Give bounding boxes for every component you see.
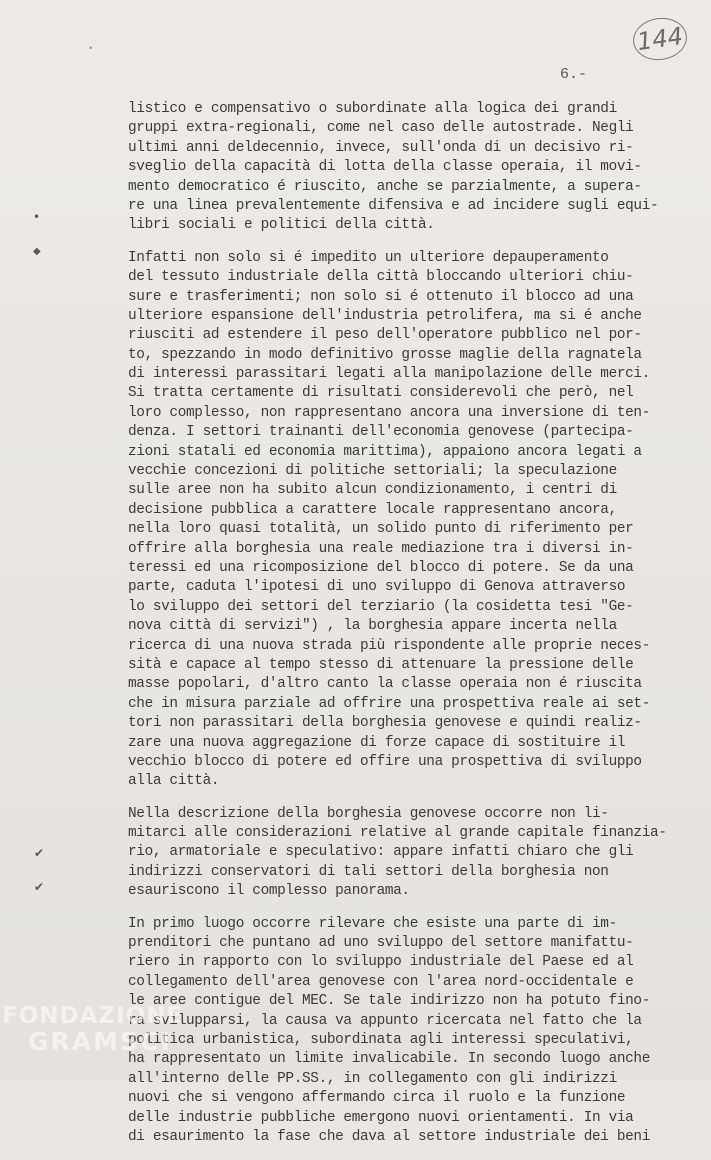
fondazione-gramsci-watermark <box>2 1003 183 1055</box>
text-line: nuovi che si vengono affermando circa il ruolo e la funzione <box>128 1090 626 1107</box>
text-line: zare una nuova aggregazione di forze capace di sostituire il <box>128 734 626 751</box>
text-line: ha rappresentato un limite invalicabile. In secondo luogo anche <box>128 1051 651 1068</box>
text-line: vecchie concezioni di politiche settoriali; la speculazione <box>128 463 617 480</box>
text-line: offrire alla borghesia una reale mediazione tra i diversi in- <box>128 540 634 557</box>
paragraph <box>128 100 673 236</box>
margin-mark: ◆ <box>33 246 41 257</box>
text-line: vecchio blocco di potere ed offire una prospettiva di sviluppo <box>128 753 642 770</box>
text-line: tori non parassitari della borghesia genovese e quindi realiz- <box>128 715 642 732</box>
typewritten-body <box>128 100 673 1160</box>
paragraph <box>128 249 673 792</box>
text-line: ricerca di una nuova strada più rispondente alle proprie neces- <box>128 637 651 654</box>
text-line: ra svilupparsi, la causa va appunto ricercata nel fatto che la <box>128 1012 642 1029</box>
text-line: teressi ed una ricomposizione del blocco di potere. Se da una <box>128 559 634 576</box>
text-line: le aree contigue del MEC. Se tale indirizzo non ha potuto fino- <box>128 993 651 1010</box>
text-line: denza. I settori trainanti dell'economia genovese (partecipa- <box>128 424 634 441</box>
text-line: sveglio della capacità di lotta della classe operaia, il movi- <box>128 159 642 176</box>
text-line: nova città di servizi") , la borghesia appare incerta nella <box>128 618 617 635</box>
text-line: to, spezzando in modo definitivo grosse maglie della ragnatela <box>128 346 642 363</box>
text-line: ulteriore espansione dell'industria petrolifera, ma si é anche <box>128 307 642 324</box>
text-line: delle industrie pubbliche emergono nuovi orientamenti. In via <box>128 1109 634 1126</box>
text-line: del tessuto industriale della città bloccando ulteriori chiu- <box>128 269 634 286</box>
text-line: riusciti ad estendere il peso dell'operatore pubblico nel por- <box>128 327 642 344</box>
text-line: decisione pubblica a carattere locale rappresentano ancora, <box>128 501 617 518</box>
text-line: masse popolari, d'altro canto la classe operaia non é riuscita <box>128 676 642 693</box>
text-line: nella loro quasi totalità, un solido punto di riferimento per <box>128 521 634 538</box>
text-line: mitarci alle considerazioni relative al grande capitale finanzia- <box>128 825 667 842</box>
text-line: mento democratico é riuscito, anche se parzialmente, a supera- <box>128 178 642 195</box>
text-line: re una linea prevalentemente difensiva e ad incidere sugli equi- <box>128 197 659 214</box>
text-line: rio, armatoriale e speculativo: appare infatti chiaro che gli <box>128 844 634 861</box>
watermark-line-1: FONDAZIONE <box>2 1003 184 1029</box>
margin-mark: • <box>88 44 94 54</box>
text-line: listico e compensativo o subordinate alla logica dei grandi <box>128 101 617 117</box>
text-line: riero in rapporto con lo sviluppo industriale del Paese ed al <box>128 954 634 971</box>
text-line: all'interno delle PP.SS., in collegamento con gli indirizzi <box>128 1070 617 1087</box>
text-line: politica urbanistica, subordinata agli interessi speculativi, <box>128 1031 634 1048</box>
text-line: Infatti non solo si é impedito un ulteriore depauperamento <box>128 249 609 266</box>
text-line: libri sociali e politici della città. <box>128 217 435 234</box>
text-line: loro complesso, non rappresentano ancora una inversione di ten- <box>128 404 651 421</box>
archive-stamp-number: 144 <box>635 21 685 57</box>
paragraph <box>128 915 673 1148</box>
page-number: 6.- <box>560 66 588 83</box>
text-line: esauriscono il complesso panorama. <box>128 883 410 900</box>
margin-mark: ✔ <box>34 846 45 860</box>
archive-stamp <box>630 14 689 63</box>
text-line: gruppi extra-regionali, come nel caso delle autostrade. Negli <box>128 120 634 137</box>
text-line: sità e capace al tempo stesso di attenuare la pressione delle <box>128 656 634 673</box>
text-line: di interessi parassitari legati alla manipolazione delle merci. <box>128 366 651 383</box>
watermark-line-2: GRAMSCI <box>28 1027 172 1056</box>
text-line: lo sviluppo dei settori del terziario (la cosidetta tesi "Ge- <box>128 598 634 615</box>
text-line: alla città. <box>128 773 220 790</box>
text-line: ultimi anni deldecennio, invece, sull'onda di un decisivo ri- <box>128 139 634 156</box>
paragraph <box>128 805 673 902</box>
margin-mark: ✔ <box>34 880 45 894</box>
text-line: parte, caduta l'ipotesi di uno sviluppo di Genova attraverso <box>128 579 626 596</box>
text-line: prenditori che puntano ad uno sviluppo del settore manifattu- <box>128 935 634 952</box>
text-line: sure e trasferimenti; non solo si é ottenuto il blocco ad una <box>128 288 634 305</box>
text-line: collegamento dell'area genovese con l'area nord-occidentale e <box>128 973 634 990</box>
text-line: Nella descrizione della borghesia genovese occorre non li- <box>128 805 609 822</box>
text-line: zioni statali ed economia marittima), appaiono ancora legati a <box>128 443 642 460</box>
text-line: Si tratta certamente di risultati considerevoli che però, nel <box>128 385 634 402</box>
text-line: di esaurimento la fase che dava al settore industriale dei beni <box>128 1128 651 1145</box>
margin-mark: • <box>33 210 41 224</box>
text-line: che in misura parziale ad offrire una prospettiva reale ai set- <box>128 695 651 712</box>
text-line: In primo luogo occorre rilevare che esiste una parte di im- <box>128 915 617 932</box>
text-line: sulle aree non ha subito alcun condizionamento, i centri di <box>128 482 617 499</box>
text-line: indirizzi conservatori di tali settori della borghesia non <box>128 863 609 880</box>
